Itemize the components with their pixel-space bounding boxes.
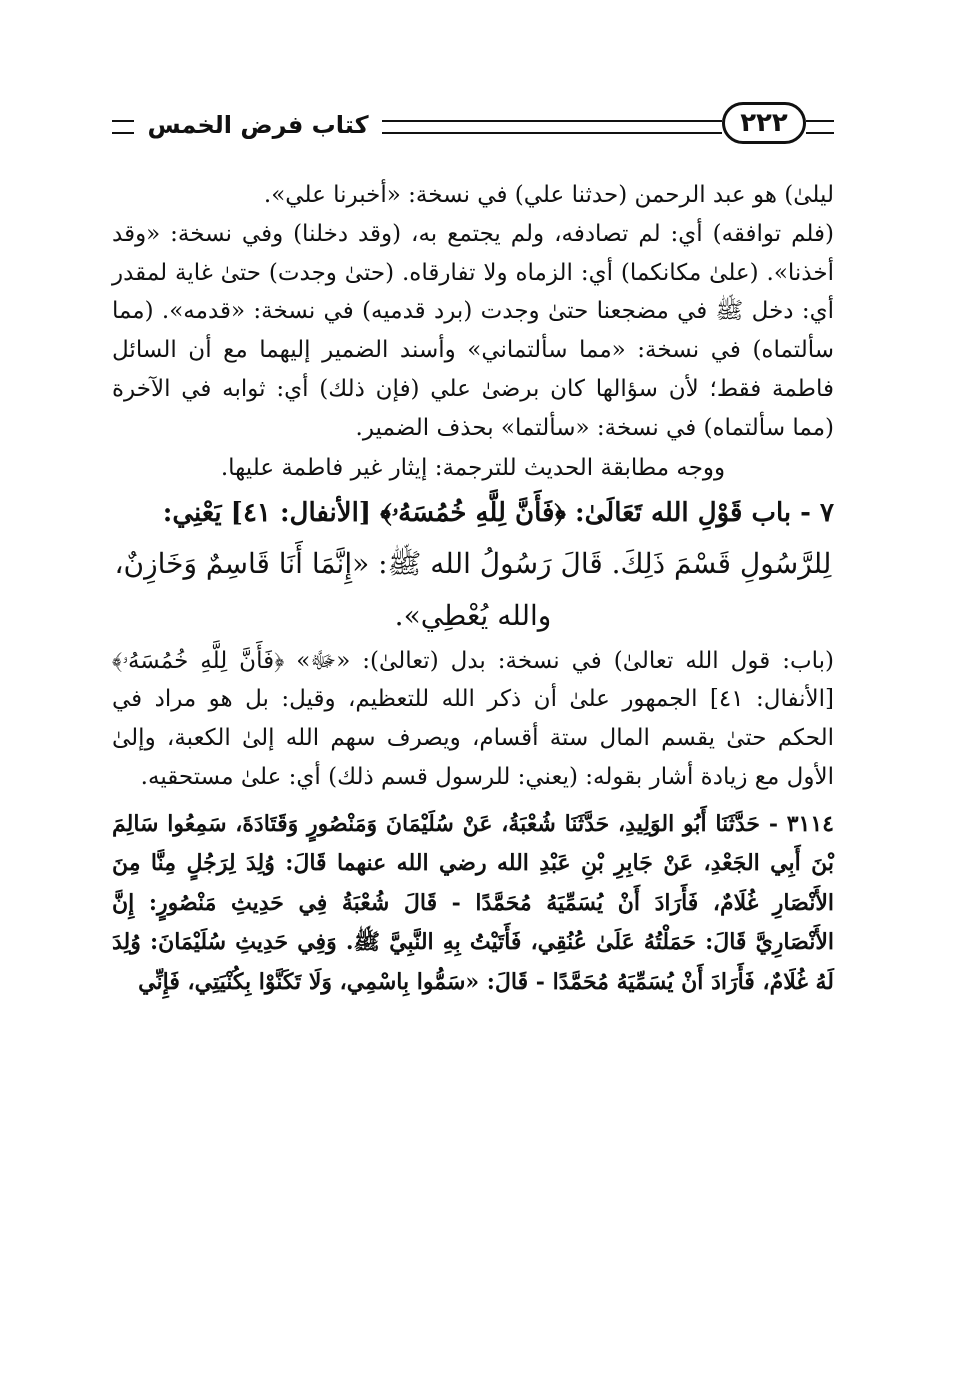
chapter-heading: ٧ - باب قَوْلِ الله تَعَالَىٰ: ﴿فَأَنَّ لِلَّهِ خُمُسَهُۥ﴾ [الأنفال: ٤١] يَعْنِي: <box>162 497 834 528</box>
chapter-hadith: لِلرَّسُولِ قَسْمَ ذَلِكَ. قَالَ رَسُولُ الله ﷺ: «إِنَّمَا أَنَا قَاسِمٌ وَخَازِنٌ، والله يُعْطِي». <box>114 546 832 632</box>
hadith-text: ٣١١٤ - حَدَّثَنَا أَبُو الوَلِيدِ، حَدَّثَنَا شُعْبَةُ، عَنْ سُلَيْمَانَ وَمَنْصُورٍ وَقَتَادَةَ، سَمِعُوا سَالِمَ بْنَ أَبِي الجَعْدِ، عَنْ جَابِرِ بْنِ عَبْدِ الله رضي الله عنهما قَالَ: وُلِدَ لِرَجُلٍ مِنَّا مِنَ الأَنْصَارِ غُلَامٌ، فَأَرَادَ أَنْ يُسَمِّيَهُ مُحَمَّدًا - قَالَ شُعْبَةُ فِي حَدِيثِ مَنْصُورٍ: إِنَّ الأَنْصَارِيَّ قَالَ: حَمَلْتُهُ عَلَىٰ عُنُقِي، فَأَتَيْتُ بِهِ النَّبِيَّ ﷺ. وَفِي حَدِيثِ سُلَيْمَانَ: وُلِدَ لَهُ غُلَامٌ، فَأَرَادَ أَنْ يُسَمِّيَهُ مُحَمَّدًا - قَالَ: «سَمُّوا بِاسْمِي، وَلَا تَكَنَّوْا بِكُنْيَتِي، فَإِنِّي <box>112 810 834 995</box>
header-rule-right <box>806 120 834 134</box>
spacer <box>112 797 834 805</box>
paragraph-commentary-3: (باب: قول الله تعالىٰ) في نسخة: بدل (تعالىٰ): «ﷻ» ﴿فَأَنَّ لِلَّهِ خُمُسَهُۥ﴾ [الأنفال: ٤١] الجمهور علىٰ أن ذكر الله للتعظيم، وقيل: بل هو مراد في الحكم حتىٰ يقسم المال ستة أقسام، ويصرف سهم الله إلىٰ الكعبة، وإلىٰ الأول مع زيادة أشار بقوله: (يعني: للرسول قسم ذلك) أي: علىٰ مستحقيه. <box>112 647 835 790</box>
header-rule-left <box>112 120 134 134</box>
page-body <box>112 176 834 1002</box>
running-title: كتاب فرض الخمس <box>147 111 369 139</box>
paragraph-commentary-1: ليلىٰ) هو عبد الرحمن (حدثنا علي) في نسخة: «أخبرنا علي». <box>263 182 834 208</box>
paragraph-conclusion: ووجه مطابقة الحديث للترجمة: إيثار غير فاطمة عليها. <box>220 454 726 481</box>
page-number: ٢٢٢ <box>722 102 806 144</box>
paragraph-commentary-2: (فلم توافقه) أي: لم تصادفه، ولم يجتمع به، (وقد دخلنا) وفي نسخة: «وقد أخذنا». (علىٰ مكانكما) أي: الزماه ولا تفارقاه. (حتىٰ وجدت) حتىٰ غاية لمقدر أي: دخل ﷺ في مضجعنا حتىٰ وجدت (برد قدميه) في نسخة: «قدمه». (مما سألتماه) في نسخة: «مما سألتماني» وأسند الضمير إليهما مع أن السائل فاطمة فقط؛ لأن سؤالها كان برضىٰ علي (فإن ذلك) أي: ثوابه في الآخرة (مما سألتماه) في نسخة: «سألتما» بحذف الضمير. <box>112 220 834 441</box>
header-rule-middle <box>382 120 722 134</box>
page-header <box>112 100 834 150</box>
